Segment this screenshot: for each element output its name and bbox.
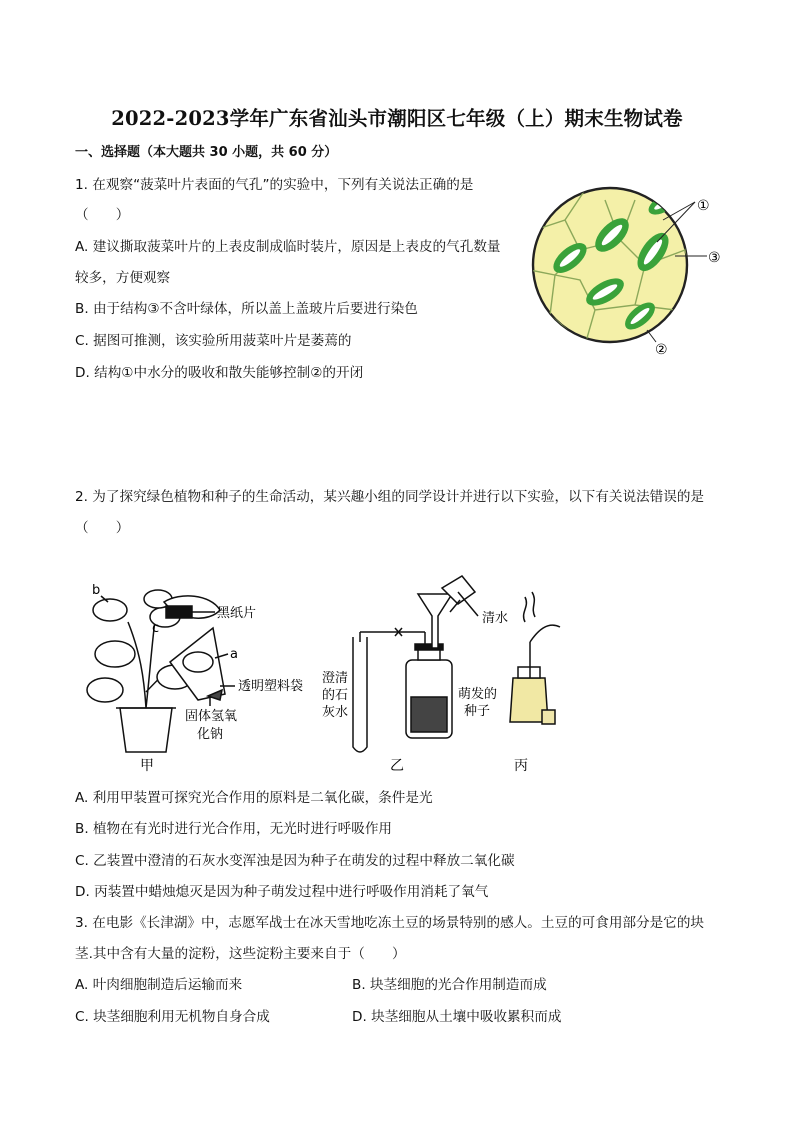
q1-option-d: D. 结构①中水分的吸收和散失能够控制②的开闭 <box>75 365 364 381</box>
label-structure-3: ③ <box>708 250 721 266</box>
label-lime-line3: 灰水 <box>322 705 349 720</box>
label-black-paper: 黑纸片 <box>217 606 257 621</box>
q1-option-c: C. 据图可推测，该实验所用菠菜叶片是萎蔫的 <box>75 333 352 349</box>
page-title: 2022-2023学年广东省汕头市潮阳区七年级（上）期末生物试卷 <box>111 107 683 130</box>
label-b: b <box>92 583 101 598</box>
q3-option-a: A. 叶肉细胞制造后运输而来 <box>75 977 243 993</box>
q2-option-c: C. 乙装置中澄清的石灰水变浑浊是因为种子在萌发的过程中释放二氧化碳 <box>75 853 515 869</box>
q3-option-b: B. 块茎细胞的光合作用制造而成 <box>352 977 547 993</box>
q1-option-b: B. 由于结构③不含叶绿体，所以盖上盖玻片后要进行染色 <box>75 301 418 317</box>
label-a: a <box>230 647 238 662</box>
black-paper <box>166 606 192 618</box>
label-c: c <box>152 621 160 636</box>
q2-option-d: D. 丙装置中蜡烛熄灭是因为种子萌发过程中进行呼吸作用消耗了氧气 <box>75 884 489 900</box>
q1-option-a-cont: 较多，方便观察 <box>75 270 171 286</box>
stomata-figure <box>525 180 745 360</box>
label-seeds-line2: 种子 <box>464 704 491 719</box>
q2-stem: 2. 为了探究绿色植物和种子的生命活动，某兴趣小组的同学设计并进行以下实验，以下有关说法错误的是 <box>75 489 705 505</box>
experiment-figure <box>70 582 570 782</box>
q3-option-d: D. 块茎细胞从土壤中吸收累积而成 <box>352 1009 562 1025</box>
caption-bing: 丙 <box>514 758 528 774</box>
label-plastic-bag: 透明塑料袋 <box>238 679 304 694</box>
caption-jia: 甲 <box>140 758 154 774</box>
q1-stem: 1. 在观察“菠菜叶片表面的气孔”的实验中，下列有关说法正确的是 <box>75 177 474 193</box>
label-water: 清水 <box>482 611 509 626</box>
label-seeds-line1: 萌发的 <box>458 687 498 702</box>
q1-answer-blank: （ ） <box>75 207 130 223</box>
caption-yi: 乙 <box>390 758 404 774</box>
label-naoh-line1: 固体氢氧 <box>185 709 238 724</box>
q3-option-c: C. 块茎细胞利用无机物自身合成 <box>75 1009 270 1025</box>
q1-option-a: A. 建议撕取菠菜叶片的上表皮制成临时装片，原因是上表皮的气孔数量 <box>75 239 501 255</box>
flower-pot <box>120 708 172 752</box>
q2-option-b: B. 植物在有光时进行光合作用，无光时进行呼吸作用 <box>75 821 393 837</box>
q3-stem-line1: 3. 在电影《长津湖》中，志愿军战士在冰天雪地吃冻土豆的场景特别的感人。土豆的可食用部分是它的块 <box>75 915 705 931</box>
funnel <box>418 594 452 648</box>
label-lime-line1: 澄清 <box>322 671 349 686</box>
label-structure-1: ① <box>697 198 710 214</box>
label-lime-line2: 的石 <box>322 688 349 703</box>
q3-stem-line2: 茎.其中含有大量的淀粉，这些淀粉主要来自于（ ） <box>75 946 406 962</box>
label-structure-2: ② <box>655 342 668 358</box>
test-tube <box>353 637 367 752</box>
label-naoh-line2: 化钠 <box>197 727 224 742</box>
q2-option-a: A. 利用甲装置可探究光合作用的原料是二氧化碳，条件是光 <box>75 790 433 806</box>
section-heading: 一、选择题（本大题共 30 小题，共 60 分） <box>75 145 338 160</box>
q2-answer-blank: （ ） <box>75 520 130 536</box>
